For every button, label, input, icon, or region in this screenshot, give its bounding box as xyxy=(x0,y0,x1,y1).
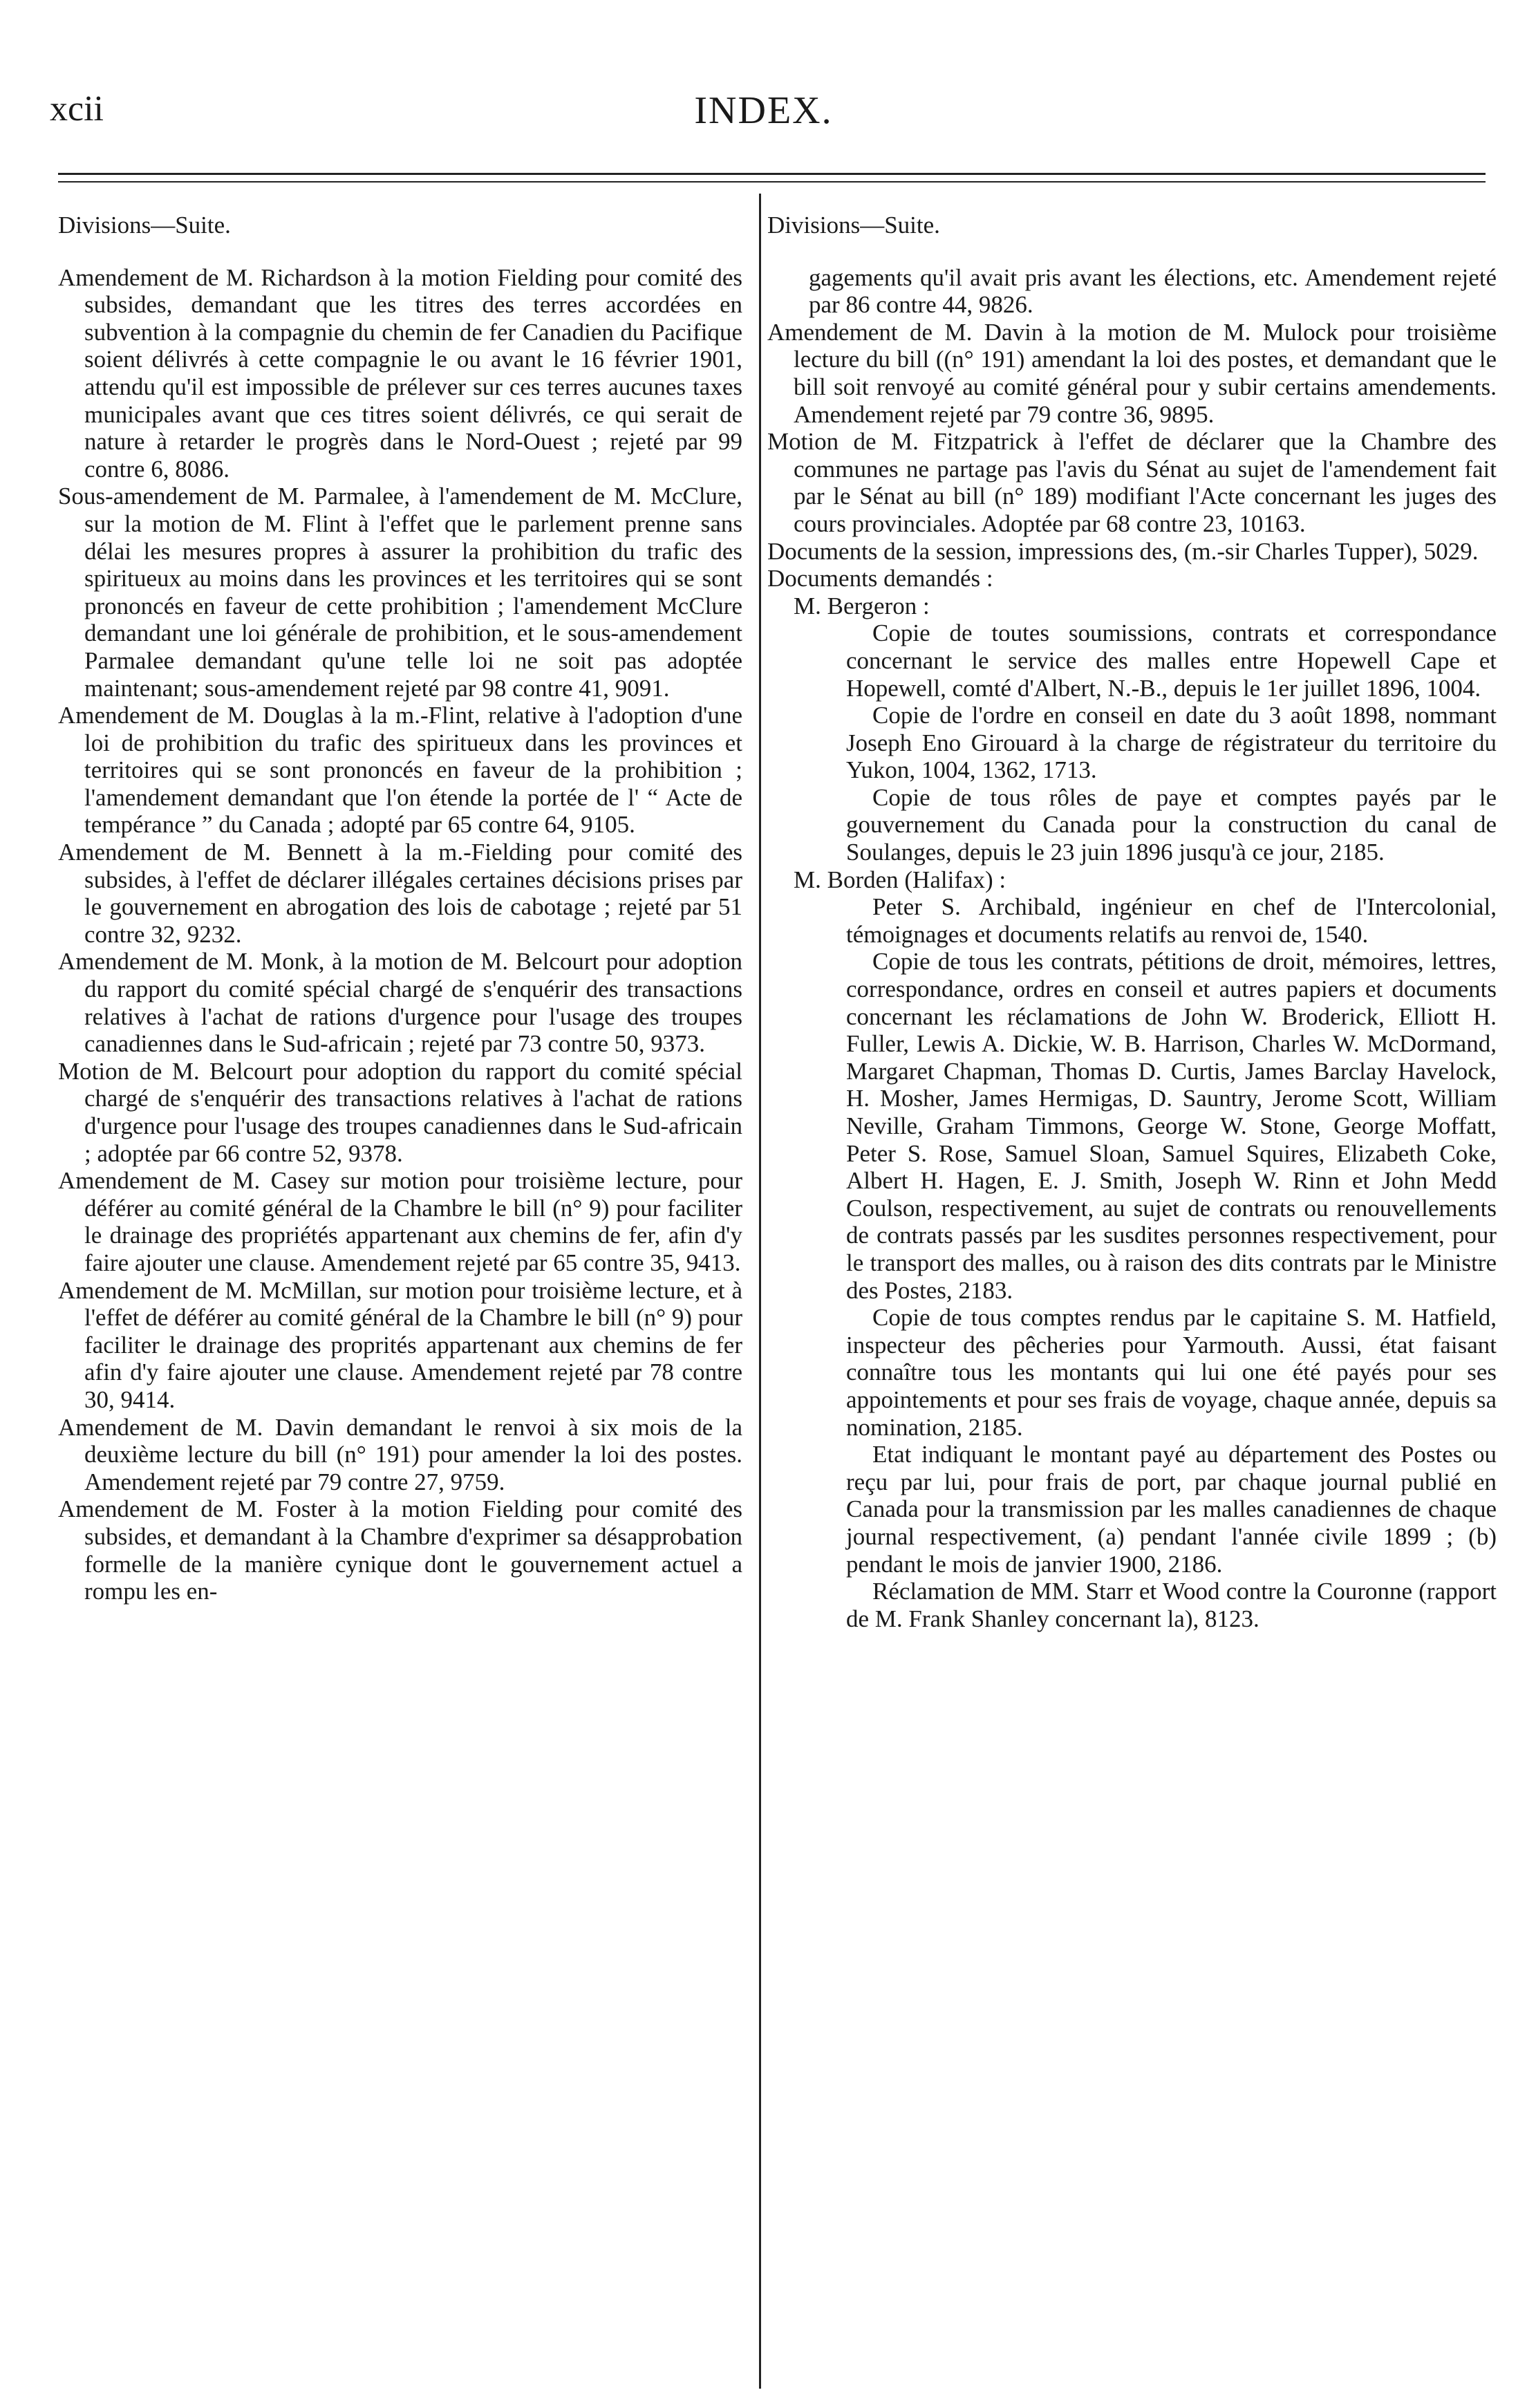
index-entry: Amendement de M. Douglas à la m.-Flint, relative à l'adoption d'une loi de prohibition du trafic des spiritueux dans les provinces et territoires qui se sont prononcés en faveur de la prohibition ; l'amendement demandant que l'on étende la portée de l' “ Acte de tempérance ” du Canada ; adopté par 65 contre 64, 9105. xyxy=(58,702,742,839)
sub-entry: Copie de tous rôles de paye et comptes payés par le gouvernement du Canada pour la construction du canal de Soulanges, depuis le 23 juin 1896 jusqu'à ce jour, 2185. xyxy=(846,783,1497,866)
sub-entry: Copie de l'ordre en conseil en date du 3 août 1898, nommant Joseph Eno Girouard à la charge de régistrateur du territoire du Yukon, 1004, 1362, 1713. xyxy=(846,702,1497,784)
left-column-heading: Divisions—Suite. xyxy=(58,212,231,239)
topic-heading: Documents demandés : xyxy=(767,565,993,592)
index-entry: Amendement de M. Davin demandant le renvoi à six mois de la deuxième lecture du bill (n° 191) pour amender la loi des postes. Amendement rejeté par 79 contre 27, 9759. xyxy=(58,1413,742,1495)
index-entry: Motion de M. Belcourt pour adoption du rapport du comité spécial chargé de s'enquérir des transactions relatives à l'achat de rations d'urgence pour l'usage des troupes canadiennes dans le Sud-africain ; adoptée par 66 contre 52, 9378. xyxy=(58,1057,742,1167)
running-title: INDEX. xyxy=(694,89,833,132)
index-entry: Amendement de M. McMillan, sur motion pour troisième lecture, et à l'effet de déférer au comité général de la Chambre le bill (n° 9) pour faciliter le drainage des proprités appartenant aux chemins de fer afin d'y faire ajouter une clause. Amendement rejeté par 78 contre 30, 9414. xyxy=(58,1276,742,1413)
header-rule-bottom xyxy=(58,181,1486,183)
column-divider xyxy=(759,194,761,2389)
index-entry: Sous-amendement de M. Parmalee, à l'amendement de M. McClure, sur la motion de M. Flint à l'effet que le parlement prenne sans délai les mesures propres à assurer la prohibition du trafic des spiritueux au moins dans les provinces et les territoires qui se sont prononcés en faveur de cette prohibition ; l'amendement McClure demandant une loi générale de prohibition, et le sous-amendement Parmalee demandant qu'une telle loi ne soit pas adoptée maintenant; sous-amendement rejeté par 98 contre 41, 9091. xyxy=(58,483,742,702)
sub-entry: Réclamation de MM. Starr et Wood contre la Couronne (rapport de M. Frank Shanley concernant la), 8123. xyxy=(846,1578,1497,1632)
left-column xyxy=(58,212,742,1605)
index-entry: Amendement de M. Davin à la motion de M. Mulock pour troisième lecture du bill ((n° 191) amendant la loi des postes, et demandant que le bill soit renvoyé au comité général pour y subir certains amendements. Amendement rejeté par 79 contre 36, 9895. xyxy=(767,318,1497,428)
index-entry: Amendement de M. Richardson à la motion Fielding pour comité des subsides, demandant que les titres des terres accordées en subvention à la compagnie du chemin de fer Canadien du Pacifique soient délivrés à cette compagnie le ou avant le 16 février 1901, attendu qu'il est impossible de prélever sur ces terres aucunes taxes municipales avant que ces titres soient délivrés, ce qui serait de nature à retarder le progrès dans le Nord-Ouest ; rejeté par 99 contre 6, 8086. xyxy=(58,263,742,483)
right-column xyxy=(767,212,1497,1632)
person-heading: M. Borden (Halifax) : xyxy=(794,866,1006,893)
index-entry: Amendement de M. Foster à la motion Fielding pour comité des subsides, et demandant à la Chambre d'exprimer sa désapprobation formelle de la manière cynique dont le gouvernement actuel a rompu les en- xyxy=(58,1495,742,1605)
right-column-heading: Divisions—Suite. xyxy=(767,212,940,239)
index-entry: Amendement de M. Bennett à la m.-Fielding pour comité des subsides, à l'effet de déclarer illégales certaines décisions prises par le gouvernement en abrogation des lois de cabotage ; rejeté par 51 contre 32, 9232. xyxy=(58,839,742,948)
index-entry: Motion de M. Fitzpatrick à l'effet de déclarer que la Chambre des communes ne partage pas l'avis du Sénat au sujet de l'amendement fait par le Sénat au bill (n° 189) modifiant l'Acte concernant les juges des cours provinciales. Adoptée par 68 contre 23, 10163. xyxy=(767,428,1497,537)
continued-entry: gagements qu'il avait pris avant les élections, etc. Amendement rejeté par 86 contre 44, 9826. xyxy=(809,263,1497,319)
header-rule-top xyxy=(58,173,1486,175)
sub-entry: Peter S. Archibald, ingénieur en chef de l'Intercolonial, témoignages et documents relatifs au renvoi de, 1540. xyxy=(846,893,1497,948)
sub-entry: Copie de tous comptes rendus par le capitaine S. M. Hatfield, inspecteur des pêcheries pour Yarmouth. Aussi, état faisant connaître tous les montants qui lui one été payés pour ses appointements et pour ses frais de voyage, chaque année, depuis sa nomination, 2185. xyxy=(846,1304,1497,1441)
person-heading: M. Bergeron : xyxy=(794,592,930,619)
index-entry: Documents de la session, impressions des, (m.-sir Charles Tupper), 5029. xyxy=(767,537,1479,565)
page-number: xcii xyxy=(50,89,104,129)
sub-entry: Copie de toutes soumissions, contrats et correspondance concernant le service des malles entre Hopewell Cape et Hopewell, comté d'Albert, N.-B., depuis le 1er juillet 1896, 1004. xyxy=(846,619,1497,702)
sub-entry: Etat indiquant le montant payé au département des Postes ou reçu par lui, pour frais de port, par chaque journal publié en Canada pour la transmission par les malles canadiennes de chaque journal respectivement, (a) pendant l'année civile 1899 ; (b) pendant le mois de janvier 1900, 2186. xyxy=(846,1441,1497,1578)
sub-entry: Copie de tous les contrats, pétitions de droit, mémoires, lettres, correspondance, ordres en conseil et autres papiers et documents concernant les réclamations de John W. Broderick, Elliott H. Fuller, Lewis A. Dickie, W. B. Harrison, Charles W. McDormand, Margaret Chapman, Thomas D. Curtis, James Barclay Havelock, H. Mosher, James Hermigas, D. Sauntry, Jerome Scott, William Neville, Graham Timmons, George W. Stone, George Moffatt, Peter S. Rose, Samuel Sloan, Samuel Squires, Elizabeth Coke, Albert H. Hagen, E. J. Smith, Joseph W. Rinn et John Medd Coulson, respectivement, au sujet de contrats ou renouvellements de contrats passés par les susdites personnes respectivement, pour le transport des malles, ou à raison des dits contrats par le Ministre des Postes, 2183. xyxy=(846,948,1497,1304)
index-entry: Amendement de M. Casey sur motion pour troisième lecture, pour déférer au comité général de la Chambre le bill (n° 9) pour faciliter le drainage des propriétés appartenant aux chemins de fer, afin d'y faire ajouter une clause. Amendement rejeté par 65 contre 35, 9413. xyxy=(58,1167,742,1276)
index-entry: Amendement de M. Monk, à la motion de M. Belcourt pour adoption du rapport du comité spécial chargé de s'enquérir des transactions relatives à l'achat de rations d'urgence pour l'usage des troupes canadiennes dans le Sud-africain ; rejeté par 73 contre 50, 9373. xyxy=(58,948,742,1058)
